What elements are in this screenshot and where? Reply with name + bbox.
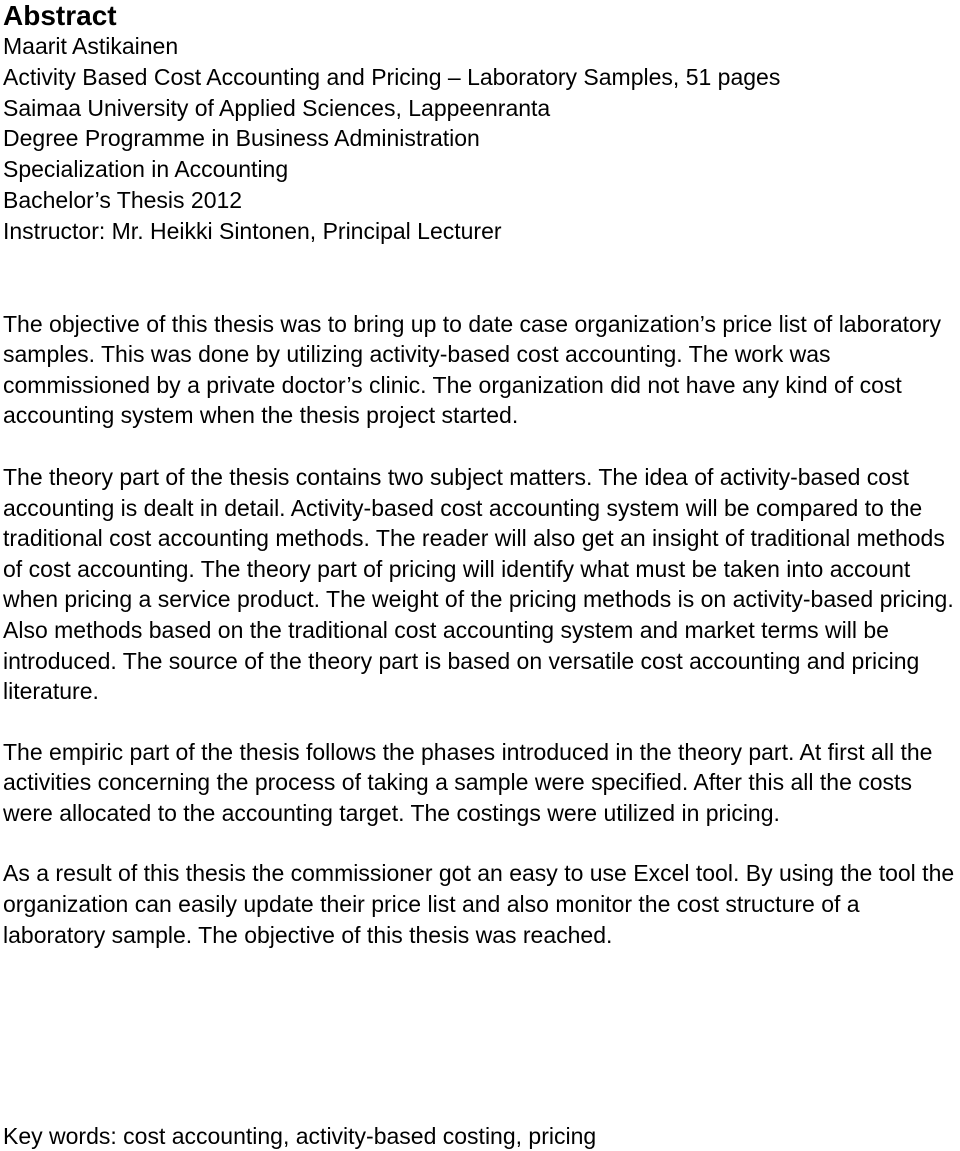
abstract-paragraph-result: As a result of this thesis the commissioner got an easy to use Excel tool. By using the tool the organization can easily update their price list and also monitor the cost structure of a laboratory sample. The objective of this thesis was reached.: [3, 860, 955, 948]
instructor: Instructor: Mr. Heikki Sintonen, Principal Lecturer: [3, 217, 502, 244]
university: Saimaa University of Applied Sciences, Lappeenranta: [3, 94, 551, 121]
thesis-type-year: Bachelor’s Thesis 2012: [3, 186, 243, 213]
abstract-paragraph-theory: The theory part of the thesis contains two subject matters. The idea of activity-based cost accounting is dealt in detail. Activity-based cost accounting system will be compared to the traditional cost accounting methods. The reader will also get an insight of traditional methods of cost accounting. The theory part of pricing will identify what must be taken into account when pricing a service product. The weight of the pricing methods is on activity-based pricing. Also methods based on the traditional cost accounting system and market terms will be introduced. The source of the theory part is based on versatile cost accounting and pricing literature.: [3, 463, 954, 705]
specialization: Specialization in Accounting: [3, 156, 289, 183]
abstract-paragraph-empiric: The empiric part of the thesis follows the phases introduced in the theory part. At first all the activities concerning the process of taking a sample were specified. After this all the costs were allocated to the accounting target. The costings were utilized in pricing.: [3, 738, 933, 826]
abstract-page: [3, 0, 957, 1149]
thesis-metadata: [3, 31, 957, 247]
keywords: Key words: cost accounting, activity-based costing, pricing: [3, 1123, 597, 1149]
abstract-heading: Abstract: [3, 0, 117, 31]
author-name: Maarit Astikainen: [3, 33, 179, 59]
abstract-paragraph-objective: The objective of this thesis was to bring up to date case organization’s price list of laboratory samples. This was done by utilizing activity-based cost accounting. The work was commissioned by a private doctor’s clinic. The organization did not have any kind of cost accounting system when the thesis project started.: [3, 310, 941, 429]
degree-programme: Degree Programme in Business Administration: [3, 125, 480, 152]
thesis-title: Activity Based Cost Accounting and Pricing – Laboratory Samples, 51 pages: [3, 63, 781, 90]
